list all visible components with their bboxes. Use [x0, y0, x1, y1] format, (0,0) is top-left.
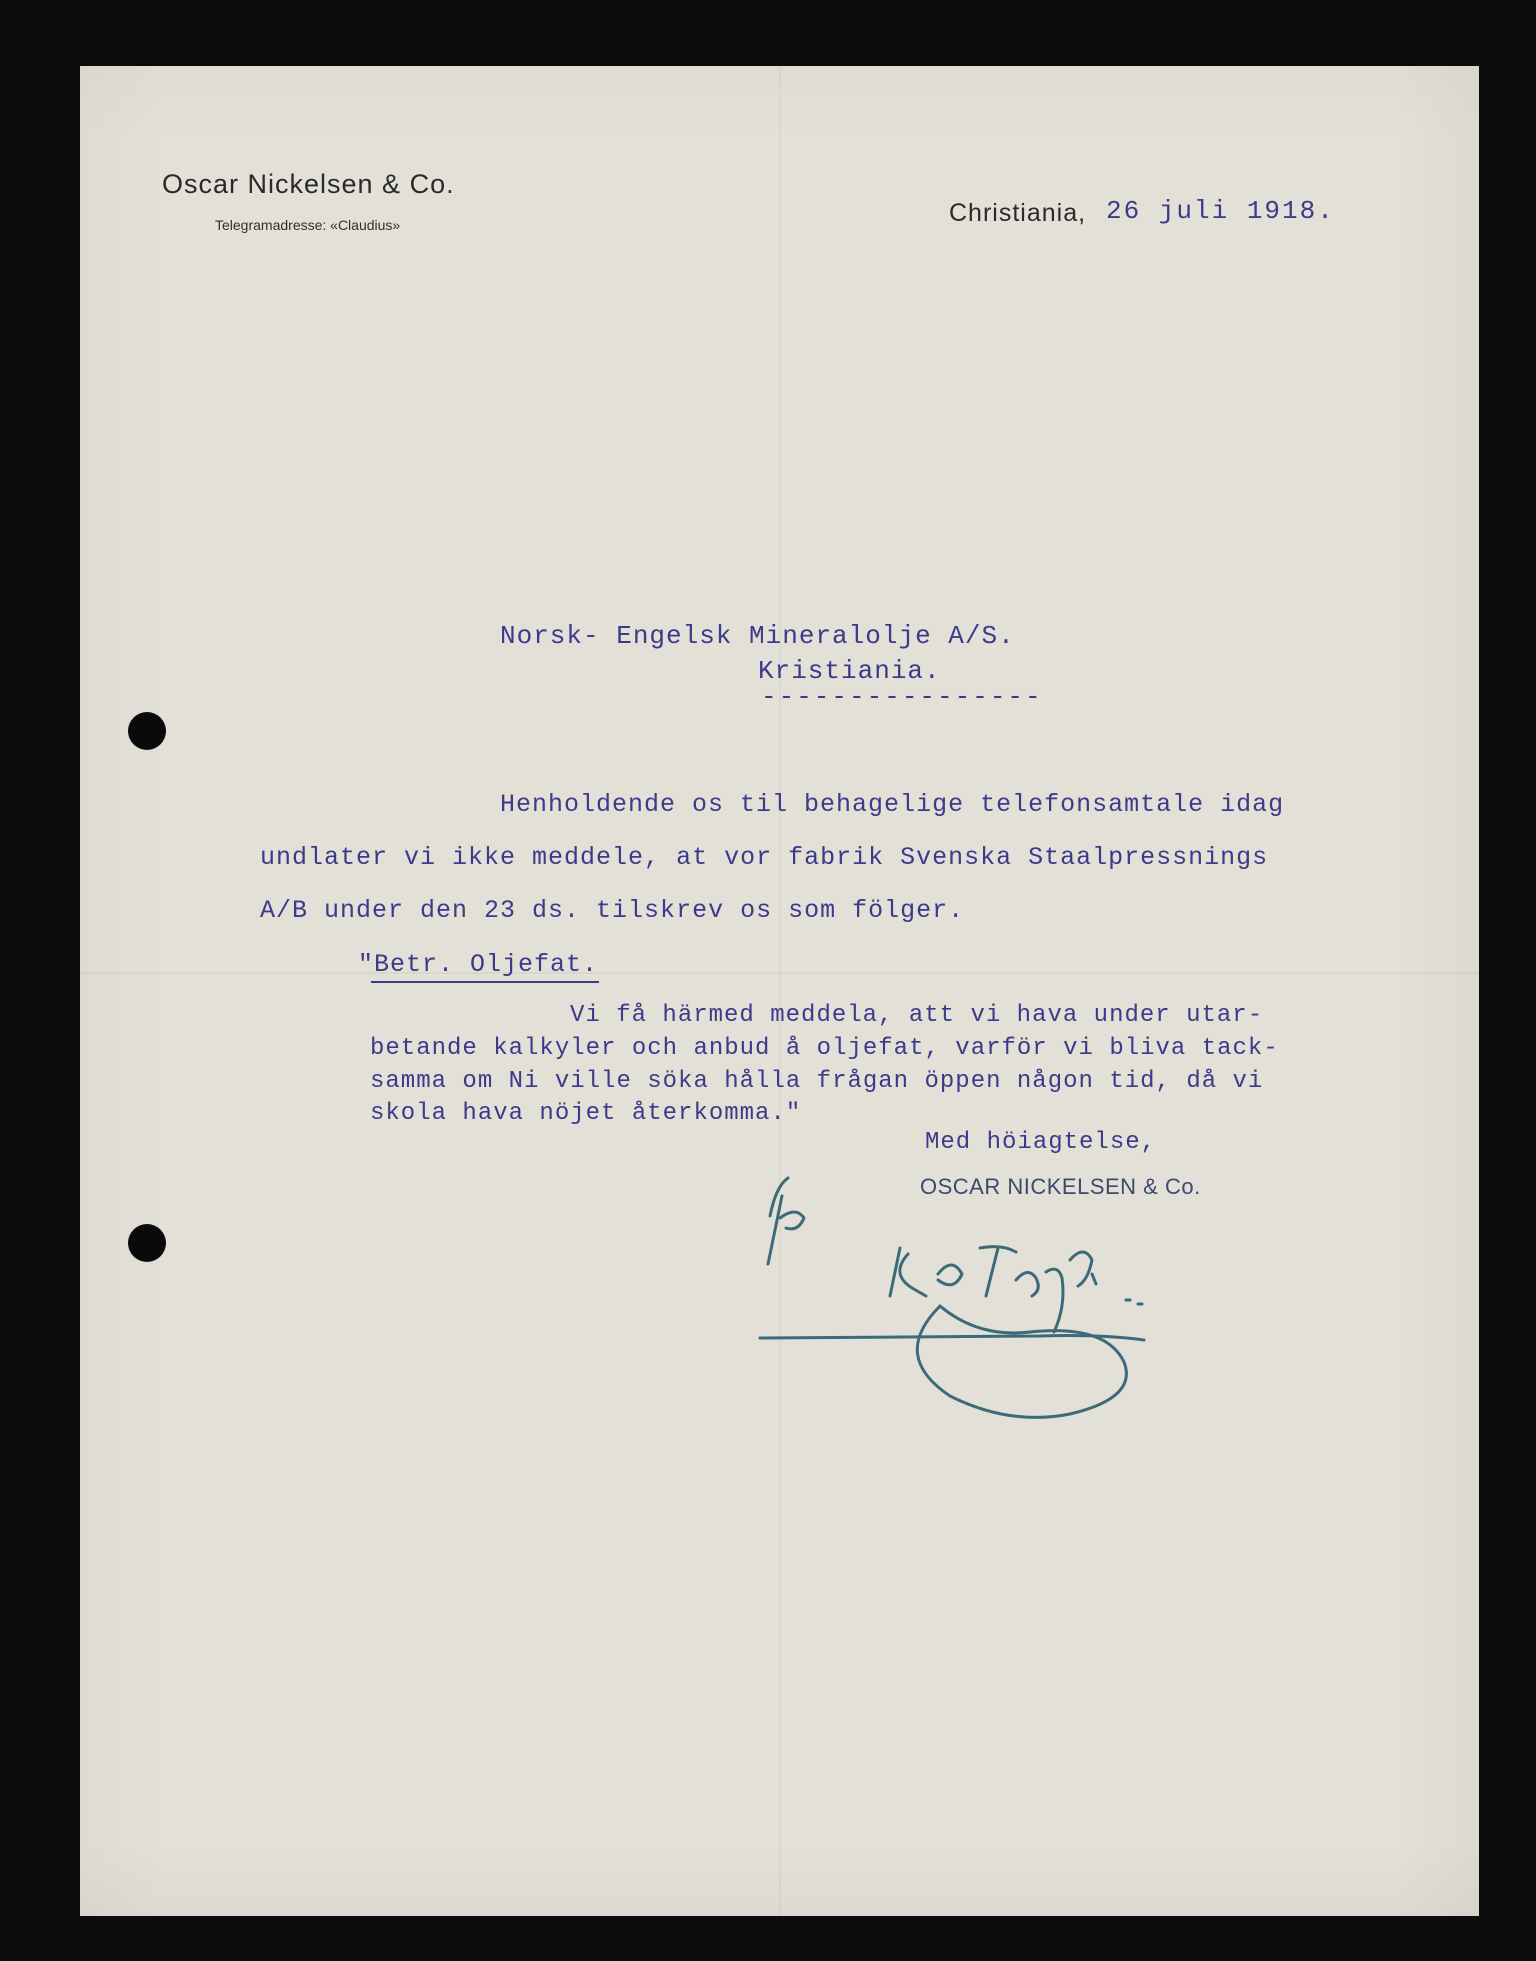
- letterhead-company: Oscar Nickelsen & Co.: [162, 169, 455, 199]
- quote-line-4: skola hava nöjet återkomma.": [370, 1100, 802, 1127]
- recipient-name: Norsk- Engelsk Mineralolje A/S.: [500, 621, 1015, 651]
- body-line-3: A/B under den 23 ds. tilskrev os som fölger.: [260, 896, 965, 925]
- body-line-1: Henholdende os til behagelige telefonsamtale idag: [500, 790, 1285, 819]
- punch-hole-top: [128, 712, 166, 750]
- recipient-city: Kristiania.: [758, 656, 941, 686]
- letter-paper: [80, 66, 1479, 1916]
- dateline-date: 26 juli 1918.: [1106, 196, 1335, 226]
- paper-fold-vertical: [779, 66, 781, 1916]
- quote-line-2: betande kalkyler och anbud å oljefat, varför vi bliva tack-: [370, 1035, 1279, 1062]
- quote-title-underline: [371, 981, 599, 983]
- paper-fold-horizontal: [80, 972, 1479, 974]
- quote-line-1: Vi få härmed meddela, att vi hava under utar-: [570, 1002, 1264, 1029]
- quote-line-3: samma om Ni ville söka hålla frågan öppen någon tid, då vi: [370, 1068, 1264, 1095]
- letterhead-telegram: Telegramadresse: «Claudius»: [215, 217, 401, 233]
- handwritten-signature: [740, 1156, 1260, 1436]
- recipient-rule: ----------------: [761, 682, 1043, 712]
- company-stamp: OSCAR NICKELSEN & Co.: [920, 1174, 1201, 1199]
- quote-title: "Betr. Oljefat.: [358, 950, 599, 979]
- body-line-2: undlater vi ikke meddele, at vor fabrik Svenska Staalpressnings: [260, 843, 1269, 872]
- closing-greeting: Med höiagtelse,: [925, 1129, 1157, 1156]
- punch-hole-bottom: [128, 1224, 166, 1262]
- dateline-place: Christiania,: [949, 199, 1087, 227]
